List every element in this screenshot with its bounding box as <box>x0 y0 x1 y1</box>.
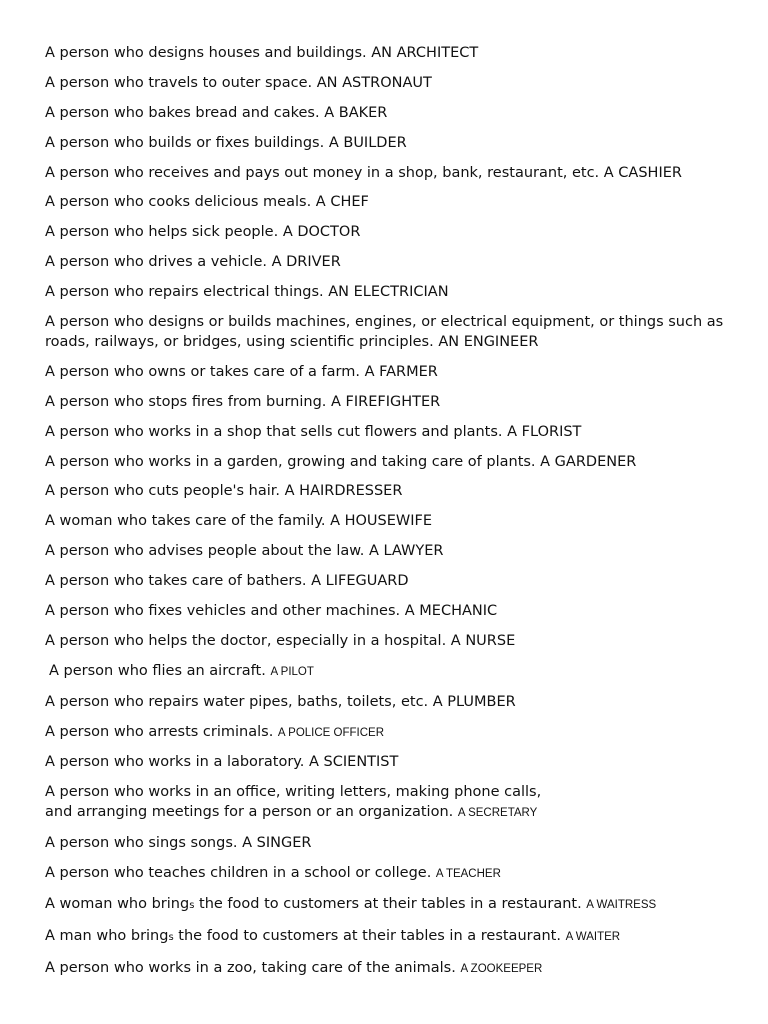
entry-lifeguard <box>45 571 745 591</box>
job-title: A SECRETARY <box>457 807 538 820</box>
definition-text: A person who takes care of bathers. <box>45 573 312 590</box>
job-title: A GARDENER <box>540 453 637 470</box>
entry-architect <box>45 43 745 63</box>
job-title: A SCIENTIST <box>309 754 399 771</box>
definition-text: A person who works in a zoo, taking care of the animals. <box>45 959 461 976</box>
job-title: A PILOT <box>270 665 314 678</box>
entry-plumber <box>45 692 745 712</box>
definition-text: A person who cooks delicious meals. <box>45 194 316 211</box>
definition-text: A person who stops fires from burning. <box>45 393 331 410</box>
job-title: A HAIRDRESSER <box>284 483 403 500</box>
definition-text: A person who repairs electrical things. <box>45 284 329 301</box>
definition-text: A person who repairs water pipes, baths, toilets, etc. <box>45 693 433 710</box>
job-title: A POLICE OFFICER <box>277 726 384 739</box>
definition-text-line2: and arranging meetings for a person or an organization. <box>45 804 458 821</box>
definition-text: A person who fixes vehicles and other machines. <box>45 603 405 620</box>
job-title: A DRIVER <box>271 254 341 271</box>
definition-text: A person who sings songs. <box>45 835 243 852</box>
entry-mechanic <box>45 601 745 621</box>
entry-police-officer <box>45 722 745 743</box>
job-title: A WAITRESS <box>586 899 657 912</box>
definition-text: A person who works in a shop that sells cut flowers and plants. <box>45 423 508 440</box>
document-page <box>45 43 745 989</box>
definition-text: A woman who takes care of the family. <box>45 513 331 530</box>
job-title: A MECHANIC <box>404 603 498 620</box>
entry-zookeeper <box>45 958 745 979</box>
definition-text: A person who helps sick people. <box>45 224 283 241</box>
job-title: A CHEF <box>315 194 369 211</box>
definition-text: A person who owns or takes care of a farm. <box>45 363 365 380</box>
entry-secretary <box>45 782 745 823</box>
entry-pilot <box>45 661 745 682</box>
definition-text: A person who receives and pays out money in a shop, bank, restaurant, etc. <box>45 164 604 181</box>
job-title: AN ENGINEER <box>438 334 539 351</box>
entry-scientist <box>45 752 745 772</box>
entry-waitress <box>45 894 745 916</box>
entry-waiter <box>45 926 745 948</box>
job-title: A NURSE <box>450 632 516 649</box>
entry-hairdresser <box>45 481 745 501</box>
entry-gardener <box>45 452 745 472</box>
entry-baker <box>45 103 745 123</box>
entry-chef <box>45 192 745 212</box>
job-title: A SINGER <box>242 835 312 852</box>
definition-text: A person who cuts people's hair. <box>45 483 285 500</box>
job-title: A PLUMBER <box>432 693 516 710</box>
job-title: A BUILDER <box>328 134 407 151</box>
definition-text: A person who bakes bread and cakes. <box>45 104 325 121</box>
definition-text-end: the food to customers at their tables in a restaurant. <box>173 927 566 944</box>
entry-builder <box>45 133 745 153</box>
definition-text: A person who designs or builds machines, engines, or electrical equipment, or things such as roads, railways, or bridges, using scientific principles. <box>45 314 724 351</box>
job-title: A LIFEGUARD <box>311 573 409 590</box>
entry-driver <box>45 252 745 272</box>
job-title: A FLORIST <box>507 423 582 440</box>
entry-teacher <box>45 863 745 884</box>
entry-astronaut <box>45 73 745 93</box>
job-title: A ZOOKEEPER <box>460 962 543 975</box>
definition-text-end: the food to customers at their tables in a restaurant. <box>194 896 587 913</box>
entry-florist <box>45 422 745 442</box>
entry-doctor <box>45 222 745 242</box>
job-title: A HOUSEWIFE <box>330 513 433 530</box>
entry-lawyer <box>45 541 745 561</box>
definition-text: A person who works in a garden, growing and taking care of plants. <box>45 453 541 470</box>
job-title: A LAWYER <box>368 543 444 560</box>
entry-nurse <box>45 631 745 651</box>
job-title: A TEACHER <box>435 868 501 881</box>
definition-text: A person who teaches children in a school or college. <box>45 865 436 882</box>
job-title: A BAKER <box>324 104 388 121</box>
job-title: A WAITER <box>565 930 621 943</box>
definition-text-start: A man who bring <box>45 927 169 944</box>
entry-firefighter <box>45 392 745 412</box>
entry-housewife <box>45 511 745 531</box>
definition-text: A person who advises people about the law. <box>45 543 369 560</box>
definition-text-small-s: s <box>189 900 195 912</box>
definition-text: A person who flies an aircraft. <box>49 662 271 679</box>
definition-text-line1: A person who works in an office, writing letters, making phone calls, <box>45 784 542 801</box>
job-title: A CASHIER <box>603 164 682 181</box>
definition-text: A person who drives a vehicle. <box>45 254 272 271</box>
definition-text: A person who helps the doctor, especially in a hospital. <box>45 632 451 649</box>
definition-text: A person who designs houses and buildings. <box>45 45 372 61</box>
entry-engineer <box>45 312 745 352</box>
definition-text: A person who works in a laboratory. <box>45 754 310 771</box>
definition-text-start: A woman who bring <box>45 896 190 913</box>
job-title: A FARMER <box>364 363 438 380</box>
job-title: A DOCTOR <box>282 224 361 241</box>
job-title: AN ELECTRICIAN <box>328 284 449 301</box>
definition-text: A person who arrests criminals. <box>45 723 278 740</box>
entry-singer <box>45 833 745 853</box>
entry-cashier <box>45 163 745 183</box>
job-title: A FIREFIGHTER <box>331 393 441 410</box>
entry-farmer <box>45 362 745 382</box>
definition-text: A person who travels to outer space. <box>45 74 317 91</box>
job-title: AN ASTRONAUT <box>316 74 432 91</box>
definition-text-small-s: s <box>168 931 174 943</box>
definition-text: A person who builds or fixes buildings. <box>45 134 329 151</box>
job-title: AN ARCHITECT <box>371 45 479 61</box>
entry-electrician <box>45 282 745 302</box>
